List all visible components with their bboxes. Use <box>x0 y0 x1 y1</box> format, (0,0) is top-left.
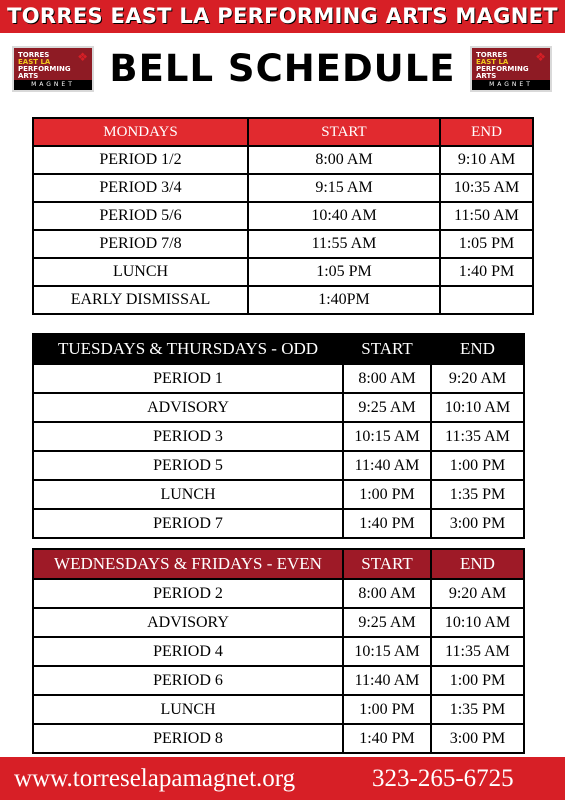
start-time-cell: 11:40 AM <box>343 666 431 695</box>
phone-number: 323-265-6725 <box>372 765 514 792</box>
end-time-cell: 1:00 PM <box>431 666 524 695</box>
start-time-cell: 1:40 PM <box>343 724 431 753</box>
period-cell: PERIOD 5/6 <box>33 202 248 230</box>
monday-schedule-table <box>32 117 534 315</box>
end-time-cell: 10:35 AM <box>440 174 533 202</box>
column-header-start: START <box>343 549 431 579</box>
end-time-cell: 1:35 PM <box>431 480 524 509</box>
logo-line-1: TORRES <box>476 51 508 59</box>
period-cell: PERIOD 1 <box>33 364 343 393</box>
column-header-day: TUESDAYS & THURSDAYS - ODD <box>33 334 343 364</box>
end-time-cell: 11:50 AM <box>440 202 533 230</box>
table-row <box>33 393 524 422</box>
masks-icon: ❖ <box>77 50 88 64</box>
start-time-cell: 10:15 AM <box>343 422 431 451</box>
start-time-cell: 1:00 PM <box>343 695 431 724</box>
table-row <box>33 202 533 230</box>
odd-day-schedule-table <box>32 333 525 539</box>
column-header-start: START <box>343 334 431 364</box>
table-row <box>33 286 533 314</box>
start-time-cell: 1:05 PM <box>248 258 440 286</box>
period-cell: LUNCH <box>33 480 343 509</box>
table-row <box>33 364 524 393</box>
end-time-cell <box>440 286 533 314</box>
table-header-row <box>33 118 533 146</box>
period-cell: LUNCH <box>33 695 343 724</box>
period-cell: ADVISORY <box>33 608 343 637</box>
logo-line-3: PERFORMING <box>476 65 529 73</box>
logo-line-2: EAST LA <box>18 58 51 66</box>
page-title: BELL SCHEDULE <box>109 47 456 90</box>
end-time-cell: 10:10 AM <box>431 608 524 637</box>
period-cell: PERIOD 1/2 <box>33 146 248 174</box>
table-row <box>33 666 524 695</box>
logo-line-4: ARTS <box>476 72 497 80</box>
table-row <box>33 422 524 451</box>
start-time-cell: 10:40 AM <box>248 202 440 230</box>
end-time-cell: 9:20 AM <box>431 579 524 608</box>
column-header-day: MONDAYS <box>33 118 248 146</box>
period-cell: LUNCH <box>33 258 248 286</box>
table-row <box>33 637 524 666</box>
end-time-cell: 3:00 PM <box>431 724 524 753</box>
start-time-cell: 1:00 PM <box>343 480 431 509</box>
school-name-banner: TORRES EAST LA PERFORMING ARTS MAGNET <box>0 0 565 33</box>
end-time-cell: 1:05 PM <box>440 230 533 258</box>
table-row <box>33 724 524 753</box>
logo-line-4: ARTS <box>18 72 39 80</box>
column-header-end: END <box>431 549 524 579</box>
period-cell: EARLY DISMISSAL <box>33 286 248 314</box>
start-time-cell: 8:00 AM <box>343 364 431 393</box>
table-header-row <box>33 549 524 579</box>
column-header-day: WEDNESDAYS & FRIDAYS - EVEN <box>33 549 343 579</box>
table-row <box>33 451 524 480</box>
start-time-cell: 1:40PM <box>248 286 440 314</box>
start-time-cell: 1:40 PM <box>343 509 431 538</box>
end-time-cell: 11:35 AM <box>431 422 524 451</box>
logo-bottom-label: MAGNET <box>14 80 92 90</box>
table-row <box>33 579 524 608</box>
period-cell: PERIOD 3/4 <box>33 174 248 202</box>
start-time-cell: 9:15 AM <box>248 174 440 202</box>
table-row <box>33 480 524 509</box>
table-header-row <box>33 334 524 364</box>
start-time-cell: 10:15 AM <box>343 637 431 666</box>
end-time-cell: 10:10 AM <box>431 393 524 422</box>
start-time-cell: 8:00 AM <box>343 579 431 608</box>
logo-bottom-label: MAGNET <box>472 80 550 90</box>
column-header-start: START <box>248 118 440 146</box>
start-time-cell: 9:25 AM <box>343 393 431 422</box>
end-time-cell: 9:10 AM <box>440 146 533 174</box>
footer-banner <box>0 757 565 800</box>
period-cell: PERIOD 5 <box>33 451 343 480</box>
start-time-cell: 9:25 AM <box>343 608 431 637</box>
even-day-schedule-table <box>32 548 525 754</box>
period-cell: PERIOD 8 <box>33 724 343 753</box>
period-cell: PERIOD 4 <box>33 637 343 666</box>
period-cell: PERIOD 3 <box>33 422 343 451</box>
end-time-cell: 1:35 PM <box>431 695 524 724</box>
logo-line-3: PERFORMING <box>18 65 71 73</box>
table-row <box>33 258 533 286</box>
column-header-end: END <box>440 118 533 146</box>
period-cell: ADVISORY <box>33 393 343 422</box>
table-row <box>33 174 533 202</box>
end-time-cell: 1:40 PM <box>440 258 533 286</box>
end-time-cell: 1:00 PM <box>431 451 524 480</box>
period-cell: PERIOD 2 <box>33 579 343 608</box>
period-cell: PERIOD 7/8 <box>33 230 248 258</box>
end-time-cell: 9:20 AM <box>431 364 524 393</box>
table-row <box>33 509 524 538</box>
school-logo <box>470 46 552 92</box>
end-time-cell: 11:35 AM <box>431 637 524 666</box>
masks-icon: ❖ <box>535 50 546 64</box>
column-header-end: END <box>431 334 524 364</box>
table-row <box>33 695 524 724</box>
table-row <box>33 230 533 258</box>
logo-line-1: TORRES <box>18 51 50 59</box>
website-link[interactable]: www.torreselapamagnet.org <box>14 765 296 792</box>
start-time-cell: 11:40 AM <box>343 451 431 480</box>
start-time-cell: 11:55 AM <box>248 230 440 258</box>
period-cell: PERIOD 7 <box>33 509 343 538</box>
end-time-cell: 3:00 PM <box>431 509 524 538</box>
logo-line-2: EAST LA <box>476 58 509 66</box>
table-row <box>33 608 524 637</box>
start-time-cell: 8:00 AM <box>248 146 440 174</box>
table-row <box>33 146 533 174</box>
period-cell: PERIOD 6 <box>33 666 343 695</box>
